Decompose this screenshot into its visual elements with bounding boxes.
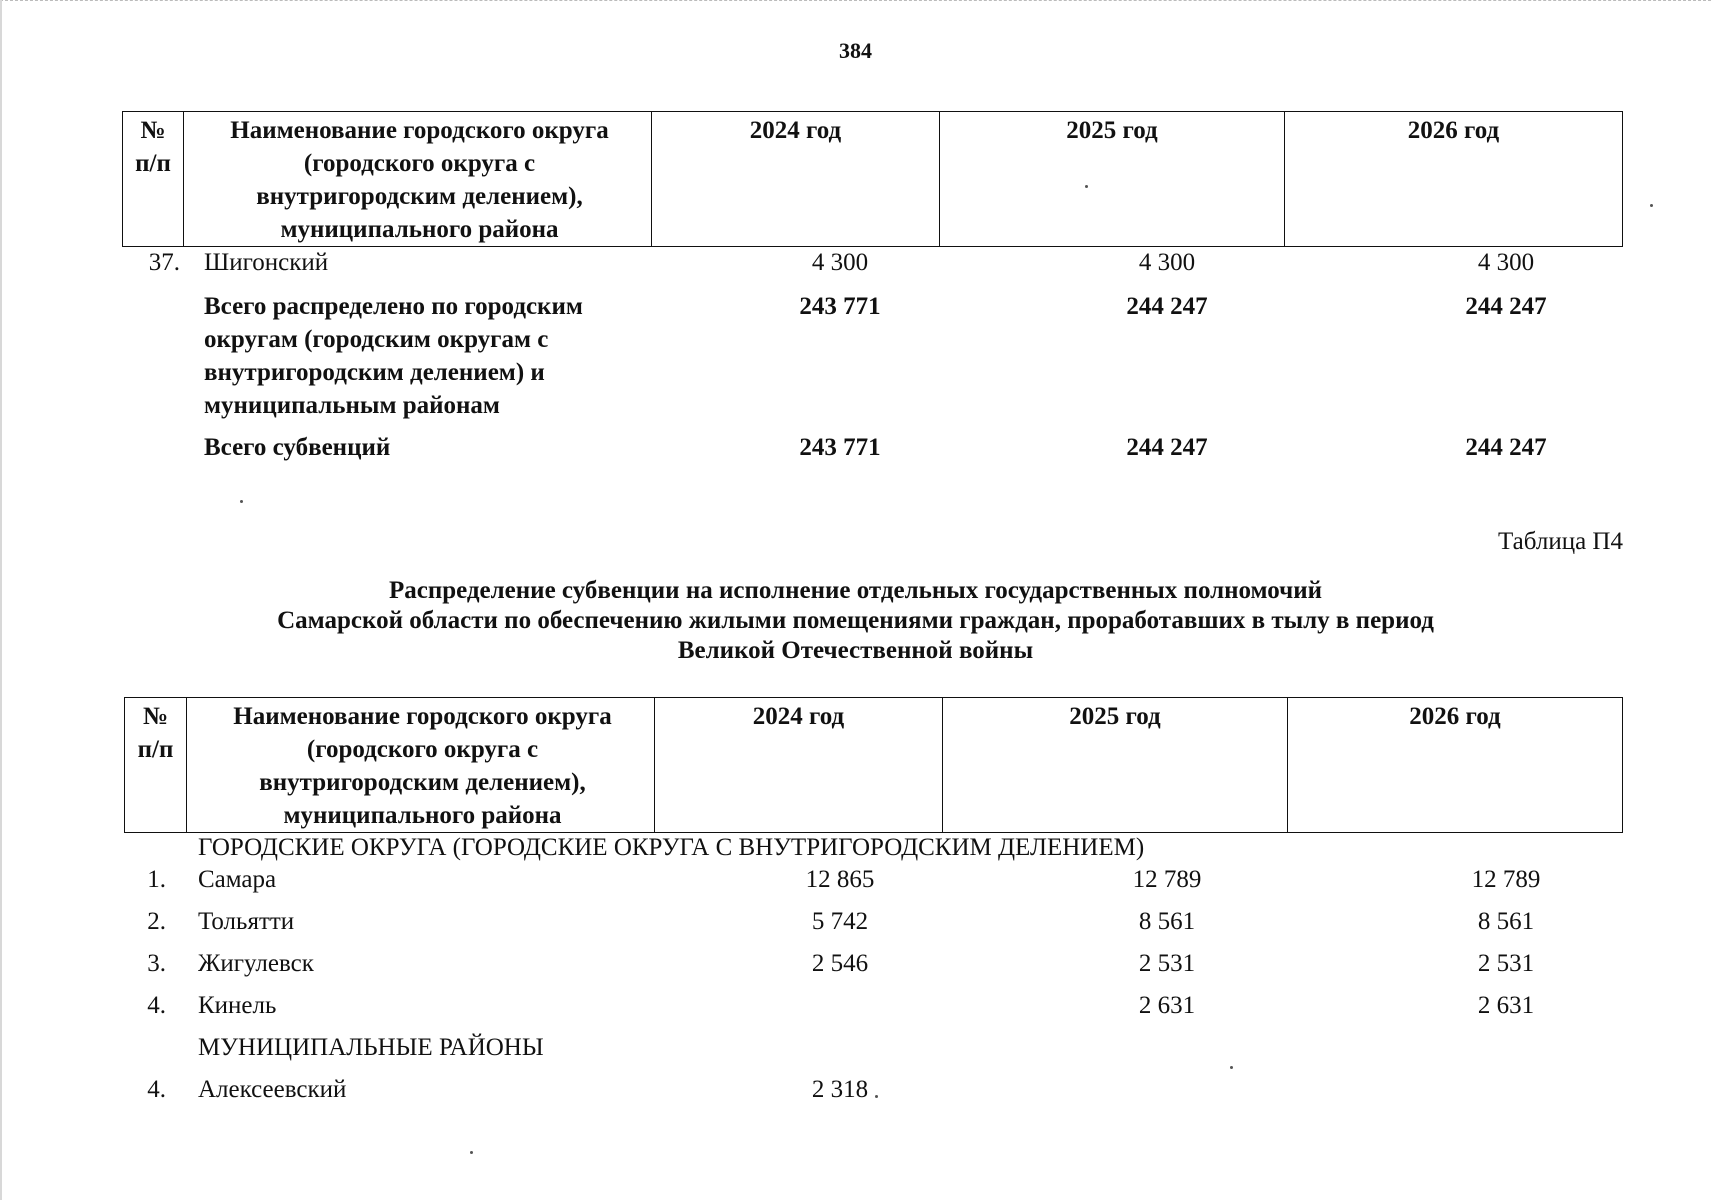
- table-row: [115, 863, 1630, 896]
- header-year-2025: 2025 год: [943, 698, 1288, 833]
- total-subventions-label: Всего субвенций: [204, 434, 391, 461]
- total-distributed-label: [204, 290, 664, 422]
- header-year-2026: 2026 год: [1285, 112, 1623, 247]
- row-number: 4.: [147, 1076, 166, 1103]
- value-2024: 2 546: [811, 950, 869, 977]
- header-name-line: внутригородским делением),: [259, 769, 586, 796]
- value-2024: 12 865: [805, 866, 875, 893]
- table-row: [115, 947, 1630, 980]
- scan-speck: [1230, 1066, 1233, 1069]
- value-2025: 244 247: [1126, 293, 1208, 320]
- header-num-line: №: [140, 117, 166, 144]
- total-distributed-line: Всего распределено по городским: [204, 293, 583, 320]
- table2-header: [124, 697, 1623, 833]
- header-name-line: Наименование городского округа: [230, 117, 609, 144]
- header-name: [187, 698, 655, 833]
- page-number: 384: [839, 38, 872, 63]
- row-name: Тольятти: [198, 908, 295, 935]
- value-2026: 4 300: [1477, 249, 1535, 276]
- value-2026: 12 789: [1471, 866, 1541, 893]
- total-distributed-line: внутригородским делением) и: [204, 359, 545, 386]
- total-distributed-line: муниципальным районам: [204, 392, 500, 419]
- row-number: 37.: [148, 249, 180, 276]
- total-distributed-row: [130, 290, 1630, 422]
- table1-header: [122, 111, 1623, 247]
- scan-speck: [1085, 185, 1088, 188]
- header-name-line: (городского округа с: [303, 150, 536, 177]
- value-2026: 244 247: [1465, 293, 1547, 320]
- value-2026: 2 631: [1477, 992, 1535, 1019]
- header-name-line: муниципального района: [283, 802, 562, 829]
- row-name: Алексеевский: [198, 1076, 347, 1103]
- value-2026: 2 531: [1477, 950, 1535, 977]
- header-num-line: №: [142, 703, 169, 730]
- value-2024: 243 771: [799, 434, 881, 461]
- row-number: 1.: [147, 866, 166, 893]
- row-number: 3.: [147, 950, 166, 977]
- value-2026: 244 247: [1465, 434, 1547, 461]
- section-heading-districts: МУНИЦИПАЛЬНЫЕ РАЙОНЫ: [198, 1034, 544, 1061]
- table-row: [115, 905, 1630, 938]
- header-name-line: внутригородским делением),: [256, 183, 583, 210]
- row-name: Самара: [198, 866, 277, 893]
- table-label: Таблица П4: [1498, 528, 1623, 555]
- value-2024: 243 771: [799, 293, 881, 320]
- table-title-line: Самарской области по обеспечению жилыми помещениями граждан, проработавших в тылу в период: [277, 607, 1434, 634]
- value-2024: 5 742: [811, 908, 869, 935]
- value-2025: 8 561: [1138, 908, 1196, 935]
- value-2025: 2 631: [1138, 992, 1196, 1019]
- table-title: [0, 576, 1711, 666]
- scan-speck: [875, 1095, 878, 1098]
- value-2024: 2 318: [811, 1076, 869, 1103]
- value-2025: 12 789: [1132, 866, 1202, 893]
- header-num: [125, 698, 187, 833]
- table-title-line: Великой Отечественной войны: [677, 637, 1034, 664]
- header-name-line: (городского округа с: [306, 736, 539, 763]
- scan-speck: [1650, 204, 1653, 207]
- value-2026: 8 561: [1477, 908, 1535, 935]
- total-distributed-line: округам (городским округам с: [204, 326, 549, 353]
- value-2025: 244 247: [1126, 434, 1208, 461]
- table-row: [115, 1073, 1630, 1106]
- header-name: [184, 112, 652, 247]
- row-number: 4.: [147, 992, 166, 1019]
- table-title-line: Распределение субвенции на исполнение отдельных государственных полномочий: [388, 577, 1323, 604]
- header-num-line: п/п: [135, 150, 171, 177]
- header-year-2025: 2025 год: [940, 112, 1285, 247]
- header-num-line: п/п: [137, 736, 174, 763]
- row-name: Шигонский: [204, 249, 329, 276]
- value-2025: 4 300: [1138, 249, 1196, 276]
- row-number: 2.: [147, 908, 166, 935]
- header-year-2026: 2026 год: [1288, 698, 1623, 833]
- section-heading-urban: ГОРОДСКИЕ ОКРУГА (ГОРОДСКИЕ ОКРУГА С ВНУТРИГОРОДСКИМ ДЕЛЕНИЕМ): [198, 834, 1145, 861]
- header-year-2024: 2024 год: [655, 698, 943, 833]
- header-name-line: муниципального района: [280, 216, 559, 243]
- table-row: [115, 989, 1630, 1022]
- scan-edge: [0, 0, 1711, 3]
- header-name-line: Наименование городского округа: [233, 703, 612, 730]
- scan-speck: [470, 1151, 473, 1154]
- value-2024: 4 300: [811, 249, 869, 276]
- total-subventions-row: [130, 431, 1630, 464]
- scan-speck: [240, 500, 243, 503]
- table-row: [130, 246, 1630, 279]
- header-num: [123, 112, 184, 247]
- header-year-2024: 2024 год: [652, 112, 940, 247]
- row-name: Жигулевск: [198, 950, 314, 977]
- value-2025: 2 531: [1138, 950, 1196, 977]
- row-name: Кинель: [198, 992, 277, 1019]
